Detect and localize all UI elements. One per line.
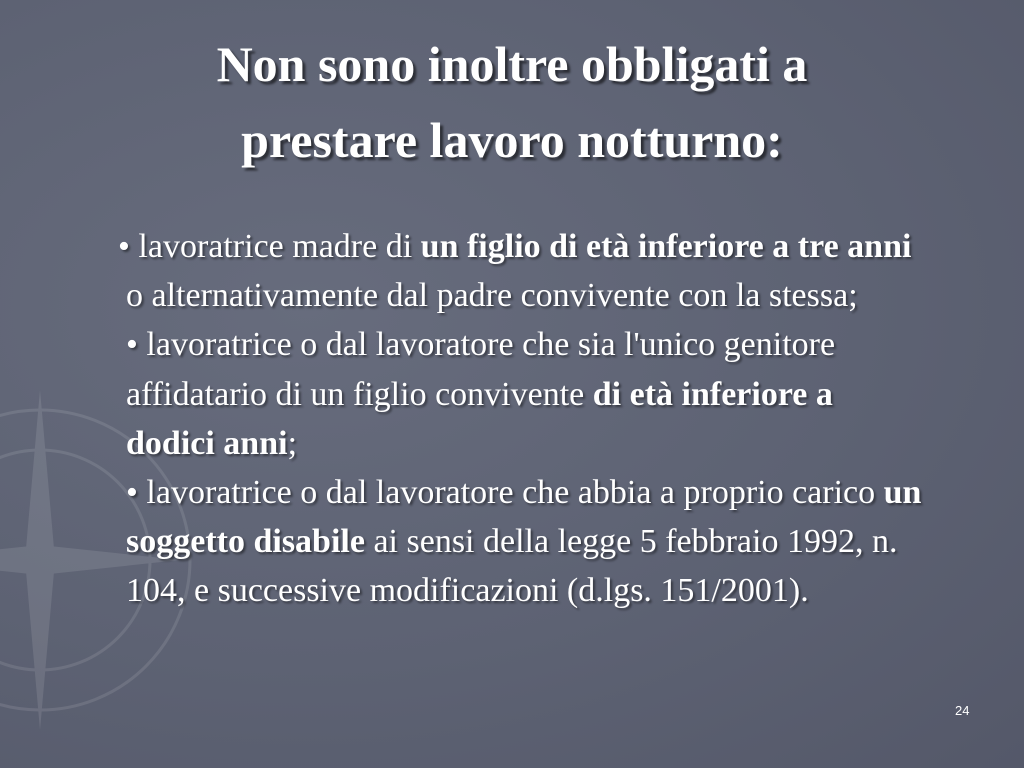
item-text: lavoratrice o dal lavoratore che abbia a proprio carico [137, 474, 884, 512]
item-text: o alternativamente dal padre convivente con la stessa; [126, 277, 858, 315]
item-text: ai sensi della legge 5 febbraio 1992, n. 104, e successive modificazioni (d.lgs. 151/2001). [126, 523, 898, 610]
item-emphasis: un figlio di età inferiore a tre anni [420, 228, 912, 265]
item-emphasis: di età inferiore a dodici anni [126, 375, 833, 462]
list-item [126, 320, 926, 468]
slide-title [60, 26, 964, 178]
bullet-icon: • [126, 474, 138, 512]
item-text: lavoratrice madre di [129, 228, 421, 265]
bullet-icon: • [118, 228, 130, 265]
list-item [118, 222, 926, 320]
slide-body [118, 222, 926, 616]
item-emphasis: un soggetto disabile [126, 474, 922, 561]
list-item [126, 468, 926, 616]
bullet-icon: • [126, 326, 138, 364]
slide-title-line-1: Non sono inoltre obbligati a [216, 36, 808, 92]
slide-title-line-2: prestare lavoro notturno: [241, 112, 783, 168]
item-text: ; [287, 424, 298, 462]
item-text: lavoratrice o dal lavoratore che sia l'unico genitore affidatario di un figlio convivente [126, 326, 836, 413]
page-number: 24 [955, 703, 970, 718]
